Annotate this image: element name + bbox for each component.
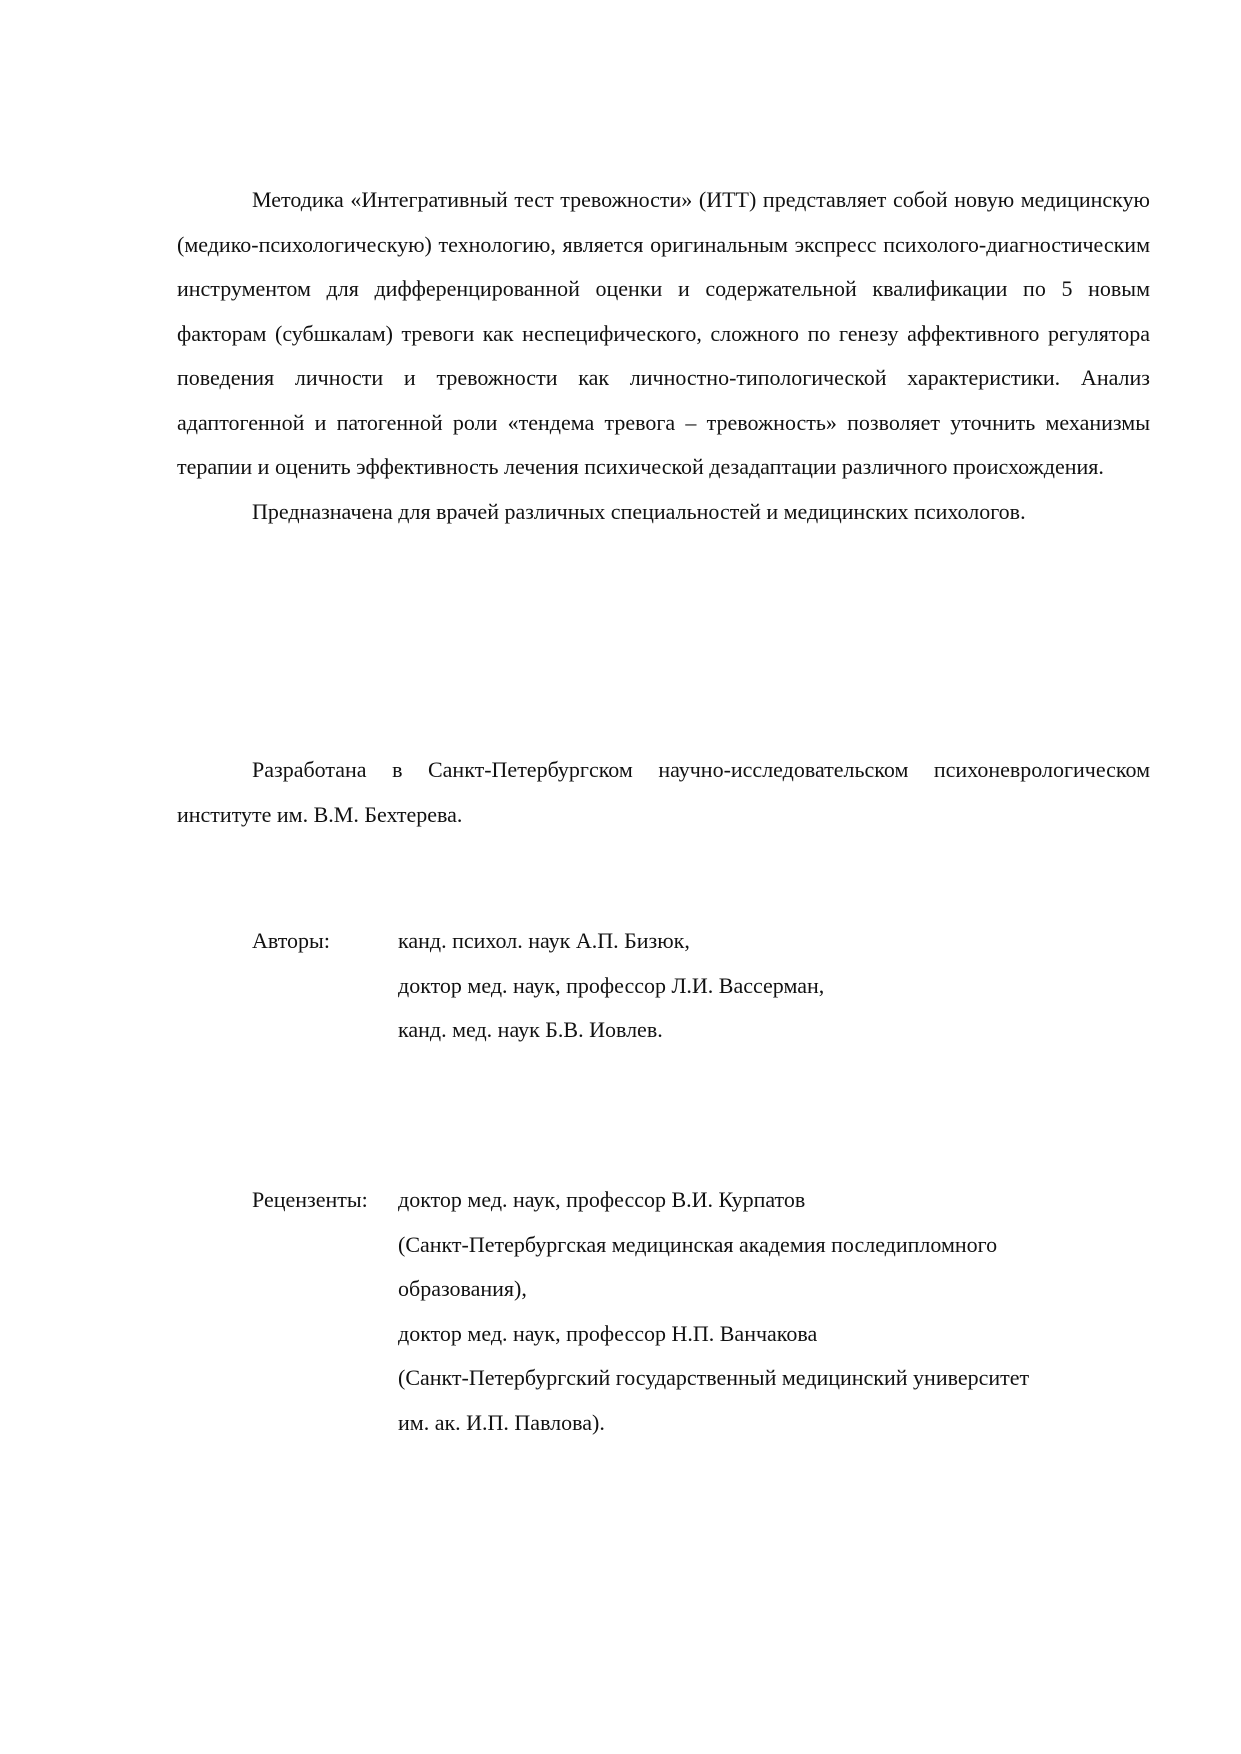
author-line: канд. мед. наук Б.В. Иовлев. (398, 1017, 663, 1042)
reviewer-line: (Санкт-Петербургская медицинская академия последипломного (398, 1231, 998, 1257)
reviewer-line: доктор мед. наук, профессор В.И. Курпатов (398, 1187, 806, 1212)
abstract-section (177, 178, 1150, 534)
author-line: доктор мед. наук, профессор Л.И. Вассерман, (398, 972, 825, 998)
author-line: канд. психол. наук А.П. Бизюк, (398, 928, 690, 953)
reviewer-line: образования), (398, 1276, 527, 1301)
developed-section (177, 748, 1150, 837)
authors-label: Авторы: (252, 928, 330, 953)
reviewers-label: Рецензенты: (252, 1187, 368, 1212)
audience-paragraph: Предназначена для врачей различных специальностей и медицинских психологов. (252, 498, 1026, 524)
reviewer-line: им. ак. И.П. Павлова). (398, 1409, 605, 1435)
reviewers-section (177, 1178, 1150, 1445)
developed-paragraph: Разработана в Санкт-Петербургском научно-исследовательском психоневрологическом институте им. В.М. Бехтерева. (177, 757, 1150, 827)
reviewer-line: доктор мед. наук, профессор Н.П. Ванчакова (398, 1320, 818, 1346)
authors-section (177, 919, 1150, 1053)
reviewer-line: (Санкт-Петербургский государственный медицинский университет (398, 1365, 1030, 1390)
abstract-paragraph: Методика «Интегративный тест тревожности» (ИТТ) представляет собой новую медицинскую (медико-психологическую) технологию, является оригинальным экспресс психолого-диагностическим инструментом для дифференцированной оценки и содержательной квалификации по 5 новым факторам (субшкалам) тревоги как неспецифического, сложного по генезу аффективного регулятора поведения личности и тревожности как личностно-типологической характеристики. Анализ адаптогенной и патогенной роли «тендема тревога – тревожность» позволяет уточнить механизмы терапии и оценить эффективность лечения психической дезадаптации различного происхождения. (177, 187, 1150, 479)
